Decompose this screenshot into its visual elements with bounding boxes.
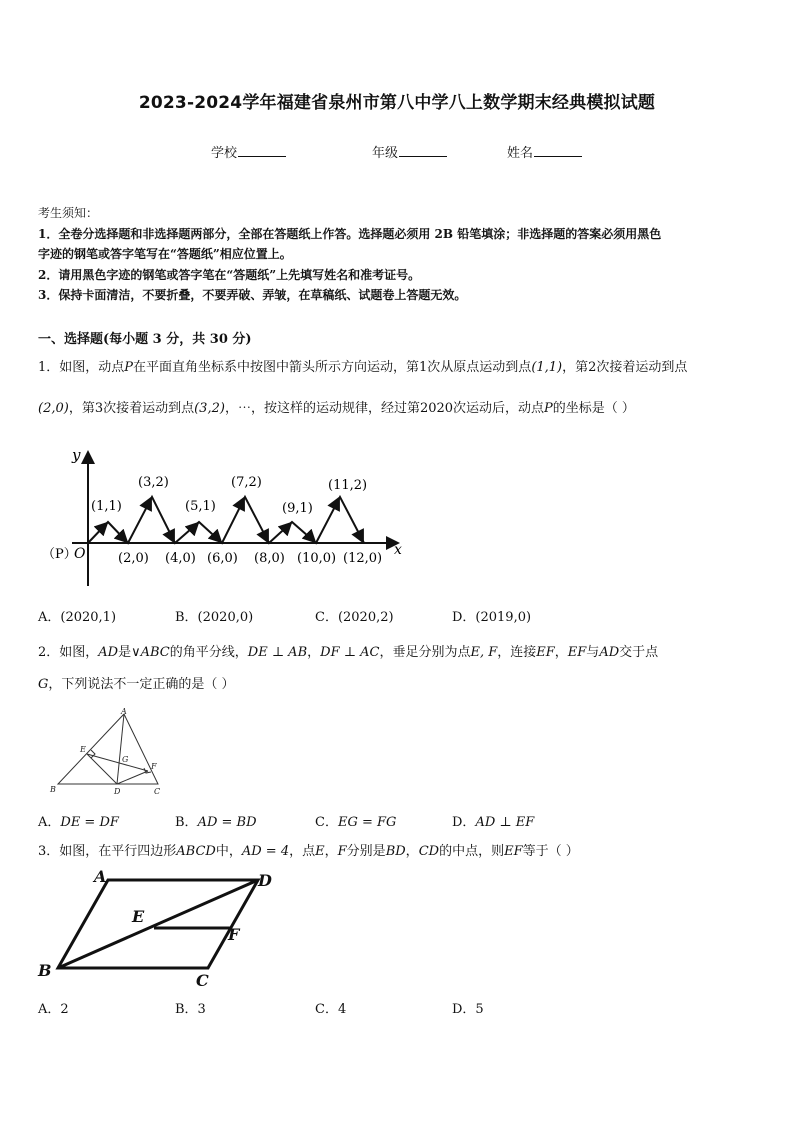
- q1-option-b[interactable]: B．(2020,0): [175, 610, 254, 625]
- q3-math: E: [315, 844, 325, 859]
- q2-text: ，: [307, 645, 321, 660]
- q1-point: (1,1): [531, 360, 563, 375]
- exam-notice: [38, 203, 758, 306]
- q2-option-b[interactable]: [175, 811, 257, 830]
- q1-var-p: P: [124, 360, 134, 375]
- q1-axis-label: (6,0): [207, 551, 238, 566]
- grade-field[interactable]: [372, 142, 447, 161]
- name-label: 姓名: [507, 146, 534, 161]
- q3-math: BD: [385, 844, 406, 859]
- q2-math: EF: [536, 645, 555, 660]
- q1-axis-label: (8,0): [254, 551, 285, 566]
- school-label: 学校: [211, 146, 238, 161]
- q2-right-angle-e: [91, 750, 95, 758]
- q1-text: ，第3次接着运动到点: [68, 401, 195, 416]
- q2-text: ，垂足分别为点: [379, 645, 471, 660]
- q3-math: AD = 4: [241, 844, 290, 859]
- q2-text: ，: [554, 645, 568, 660]
- q2-math: EF: [567, 645, 587, 660]
- q2-label-a: A: [121, 708, 127, 716]
- q3-option-b[interactable]: B．3: [175, 1002, 206, 1017]
- q1-option-c[interactable]: C．(2020,2): [315, 610, 394, 625]
- question-1-line-1: [38, 358, 753, 378]
- q2-math: G: [38, 677, 49, 692]
- notice-line-3: 3．保持卡面清洁，不要折叠，不要弄破、弄皱，在草稿纸、试题卷上答题无效。: [38, 288, 467, 302]
- q2-text: 与: [586, 645, 600, 660]
- q3-label-d: D: [258, 871, 272, 890]
- q2-math: DF ⊥ AC: [320, 645, 380, 660]
- notice-line-2: 2．请用黑色字迹的钢笔或答字笔在“答题纸”上先填写姓名和准考证号。: [38, 267, 421, 282]
- q3-text: ，: [324, 844, 338, 859]
- q1-text: 在平面直角坐标系中按图中箭头所示方向运动，第1次从原点运动到点: [133, 360, 532, 375]
- q1-figure: [42, 446, 412, 592]
- q2-math: AD: [599, 645, 620, 660]
- q3-text: 分别是: [346, 844, 386, 859]
- q2-option-a[interactable]: [38, 811, 119, 830]
- q3-label-e: E: [132, 907, 145, 926]
- q2-option-d[interactable]: [452, 811, 534, 830]
- q3-text: 3．如图，在平行四边形: [38, 844, 177, 859]
- q1-text: ，第2次接着运动到点: [562, 360, 688, 375]
- grade-label: 年级: [372, 146, 399, 161]
- q2-math: DE ⊥ AB: [247, 645, 308, 660]
- q3-label-b: B: [38, 961, 52, 980]
- q2-label-c: C: [154, 787, 161, 796]
- q1-x-label: x: [394, 542, 402, 558]
- q2-text: 2．如图，: [38, 645, 99, 660]
- q1-text: 1．如图，动点: [38, 360, 125, 375]
- q2-option-d-text: AD ⊥ EF: [475, 815, 535, 830]
- name-blank[interactable]: [534, 144, 582, 157]
- q2-math: E, F: [470, 645, 498, 660]
- q3-math: EF: [504, 844, 523, 859]
- q1-axis-label: (12,0): [343, 551, 383, 566]
- q2-text: ，连接: [497, 645, 537, 660]
- q1-text: 的坐标是（ ）: [552, 401, 635, 416]
- q2-math: ∨ABC: [131, 645, 170, 660]
- q3-text: 等于（ ）: [522, 844, 579, 859]
- q1-var-p: P: [544, 401, 553, 416]
- q1-top-label: (9,1): [282, 501, 313, 516]
- q1-top-label: (5,1): [185, 499, 216, 514]
- q3-text: ，: [405, 844, 419, 859]
- q1-p-label: （P）: [42, 547, 77, 562]
- q2-option-c-letter: C．: [315, 815, 338, 830]
- q1-point: (2,0): [38, 401, 69, 416]
- q3-text: 中，: [215, 844, 242, 859]
- q3-label-f: F: [228, 925, 240, 944]
- q3-figure: [36, 868, 286, 990]
- q1-origin-label: O: [74, 546, 86, 562]
- q1-top-label: (7,2): [231, 475, 262, 490]
- q1-axis-label: (10,0): [297, 551, 337, 566]
- q1-axis-label: (4,0): [165, 551, 196, 566]
- notice-heading: 考生须知：: [38, 206, 99, 220]
- q1-option-d[interactable]: D．(2019,0): [452, 610, 532, 625]
- q1-top-label: (11,2): [328, 478, 368, 493]
- q2-line-ad: [117, 714, 124, 784]
- q2-text: ，下列说法不一定正确的是（ ）: [48, 677, 235, 692]
- q3-option-a[interactable]: A．2: [38, 1002, 69, 1017]
- q2-option-d-letter: D．: [452, 815, 476, 830]
- q3-label-a: A: [94, 868, 107, 886]
- name-field[interactable]: [507, 142, 582, 161]
- q1-text: ，⋯，按这样的运动规律，经过第2020次运动后，动点: [224, 401, 545, 416]
- grade-blank[interactable]: [399, 144, 447, 157]
- q2-label-f: F: [151, 762, 157, 771]
- q3-math: F: [337, 844, 347, 859]
- question-1-line-2: [38, 399, 753, 419]
- question-2-line-1: [38, 643, 753, 663]
- notice-line-1a: 1．全卷分选择题和非选择题两部分，全部在答题纸上作答。选择题必须用 2B 铅笔填涂；非选择题的答案必须用黑色: [38, 226, 662, 241]
- q2-label-b: B: [50, 785, 56, 794]
- q2-option-b-text: AD = BD: [197, 815, 257, 830]
- q3-math: CD: [418, 844, 440, 859]
- notice-line-1b: 字迹的钢笔或答字笔写在“答题纸”相应位置上。: [38, 247, 292, 261]
- q1-point: (3,2): [194, 401, 225, 416]
- q1-path: [88, 497, 364, 543]
- school-field[interactable]: [211, 142, 286, 161]
- q2-label-e: E: [80, 745, 86, 754]
- q3-text: 的中点，则: [439, 844, 505, 859]
- q2-option-b-letter: B．: [175, 815, 198, 830]
- q2-text: 的角平分线，: [169, 645, 248, 660]
- question-3-line-1: [38, 842, 753, 862]
- q1-axis-label: (2,0): [118, 551, 149, 566]
- q2-option-c[interactable]: [315, 811, 396, 830]
- q2-option-a-text: DE = DF: [60, 815, 119, 830]
- page-title: 2023-2024学年福建省泉州市第八中学八上数学期末经典模拟试题: [138, 93, 656, 113]
- section-heading: 一、选择题(每小题 3 分，共 30 分): [38, 332, 252, 347]
- q2-label-d: D: [114, 787, 121, 796]
- q2-figure: [44, 708, 174, 798]
- q3-math: ABCD: [176, 844, 216, 859]
- q2-label-g: G: [122, 755, 129, 764]
- q2-math: AD: [98, 645, 119, 660]
- school-blank[interactable]: [238, 144, 286, 157]
- q2-text: 交于点: [619, 645, 659, 660]
- q1-top-label: (3,2): [138, 475, 169, 490]
- q2-line-df: [117, 771, 148, 784]
- q3-diagonal-bd: [58, 880, 258, 968]
- q1-option-a[interactable]: A．(2020,1): [38, 610, 117, 625]
- q3-text: ，点: [289, 844, 316, 859]
- q1-top-label: (1,1): [91, 499, 122, 514]
- q2-option-a-letter: A．: [38, 815, 61, 830]
- q3-option-d[interactable]: D．5: [452, 1002, 484, 1017]
- q3-option-c[interactable]: C．4: [315, 1002, 347, 1017]
- question-2-line-2: [38, 675, 753, 695]
- q3-label-c: C: [196, 971, 209, 990]
- q1-y-label: y: [72, 446, 81, 464]
- q2-option-c-text: EG = FG: [337, 815, 397, 830]
- q2-text: 是: [118, 645, 132, 660]
